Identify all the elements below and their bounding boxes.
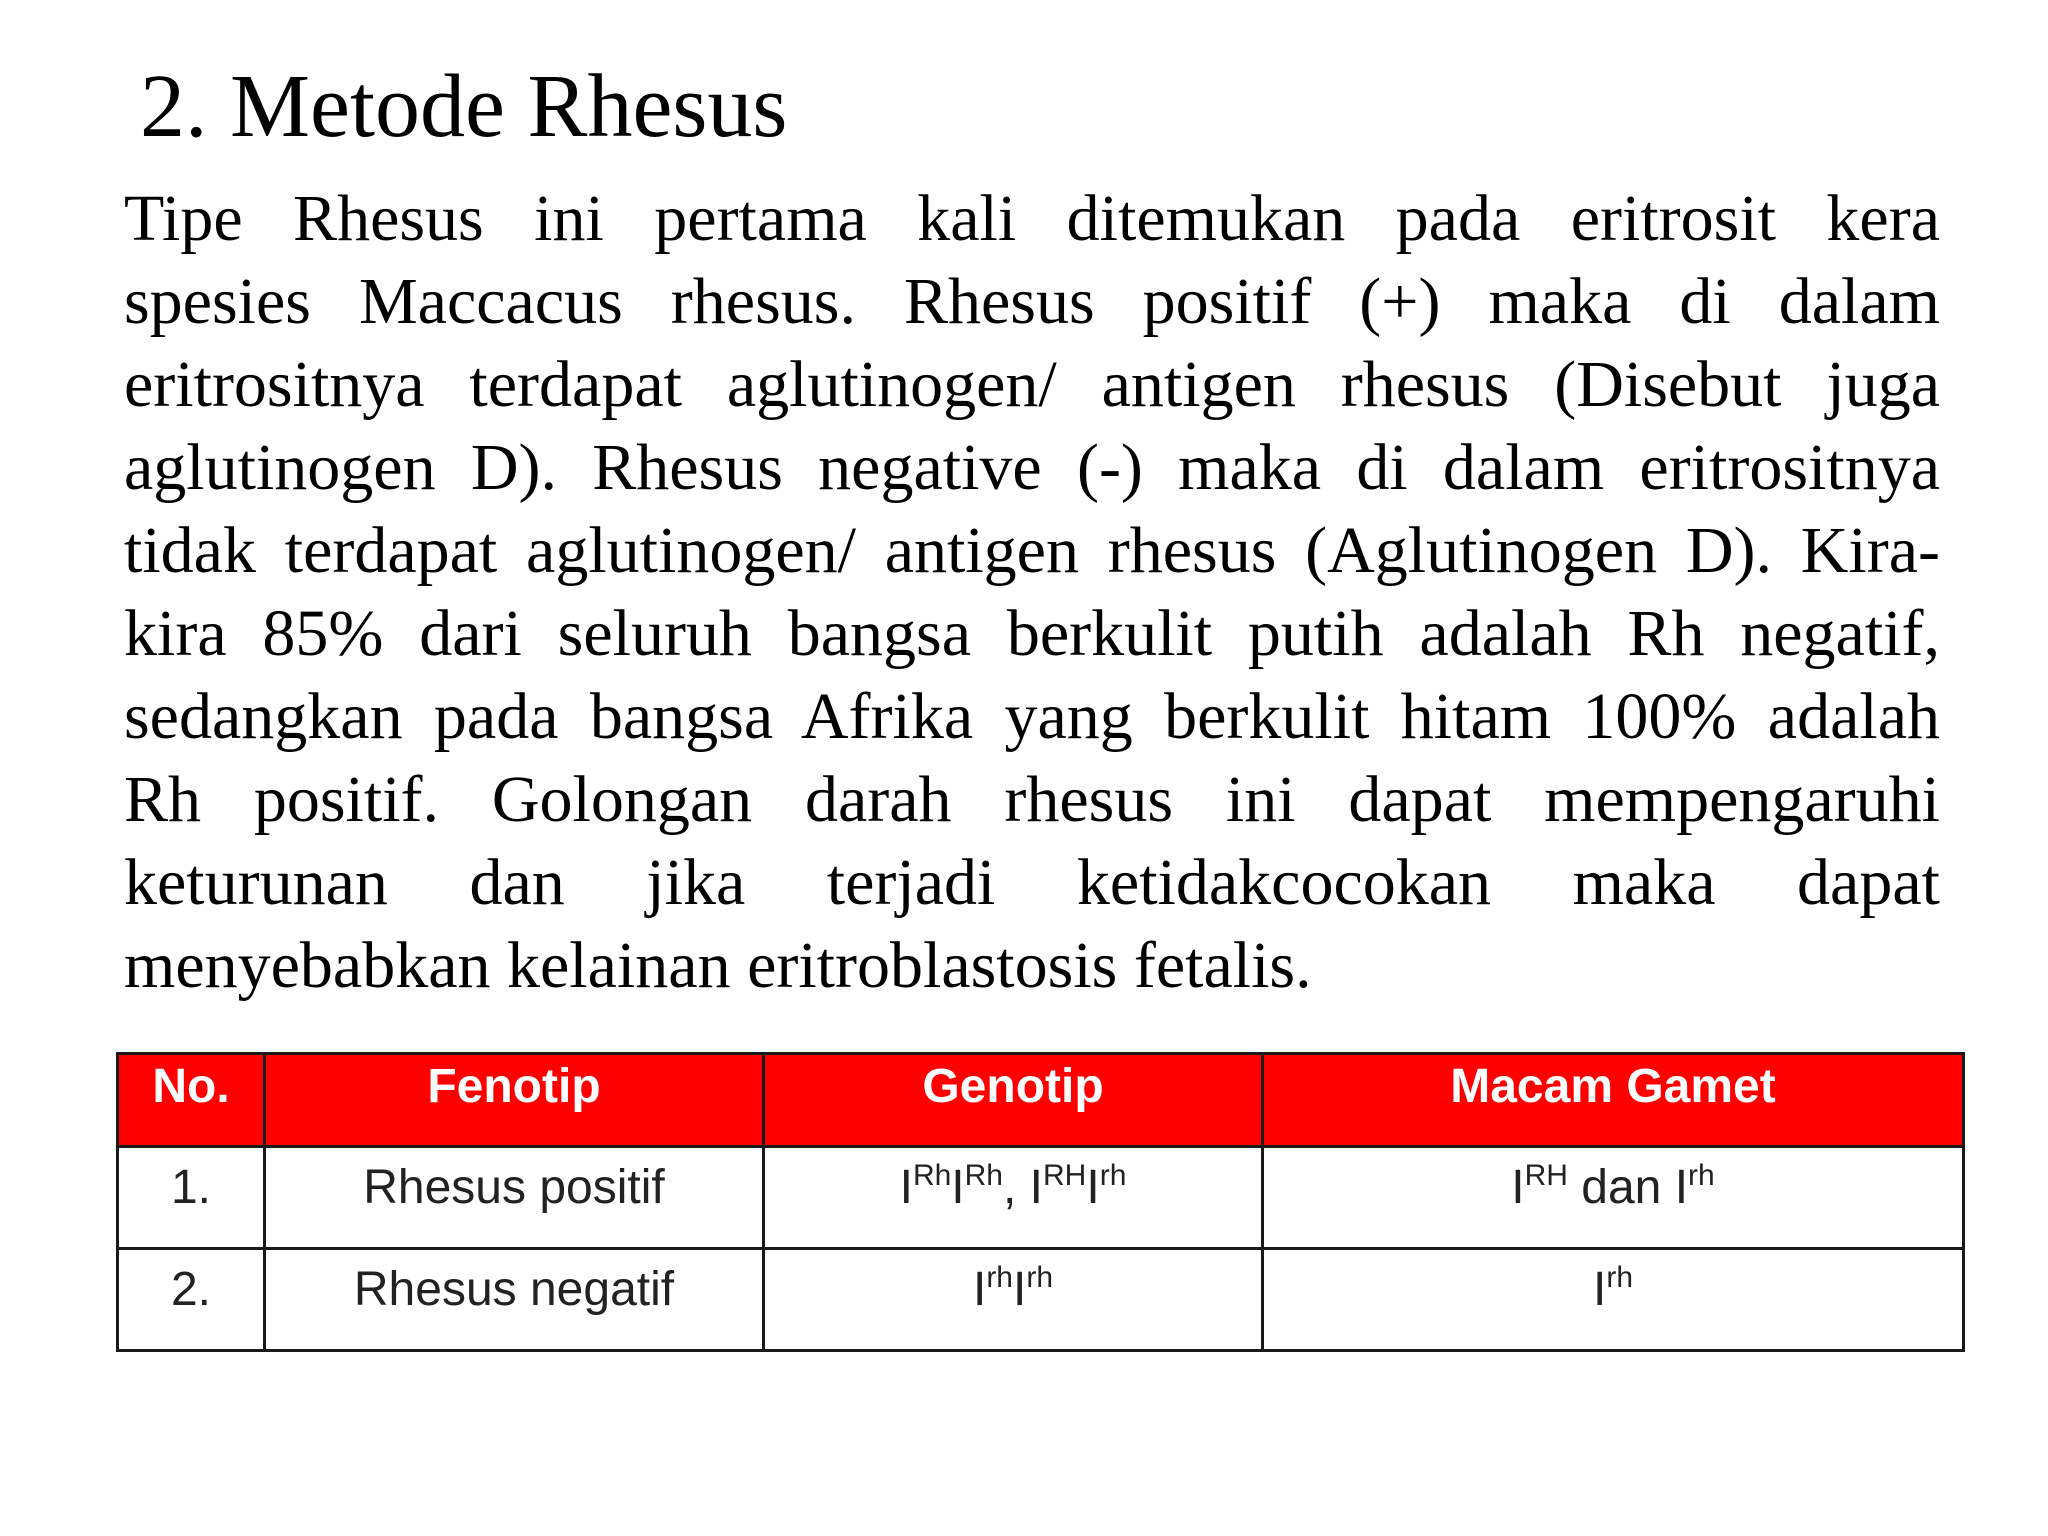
allele-sup: Rh <box>964 1159 1003 1192</box>
table-row <box>118 1249 1964 1351</box>
header-fenotip: Fenotip <box>265 1054 764 1147</box>
table-row <box>118 1147 1964 1249</box>
allele-sup: rh <box>1606 1261 1634 1294</box>
allele-base: I <box>1086 1161 1100 1214</box>
cell-no: 1. <box>118 1147 265 1249</box>
cell-genotip <box>764 1249 1263 1351</box>
allele-sup: rh <box>1026 1261 1054 1294</box>
allele-base: I <box>1013 1263 1027 1316</box>
cell-genotip <box>764 1147 1263 1249</box>
paragraph-line: eritrositnya terdapat aglutinogen/ antigen rhesus (Disebut juga <box>124 348 1940 421</box>
allele-sup: Rh <box>912 1159 952 1192</box>
header-macam-gamet: Macam Gamet <box>1263 1054 1964 1147</box>
allele-sup: rh <box>1099 1159 1127 1192</box>
paragraph-line: menyebabkan kelainan eritroblastosis fetalis. <box>124 929 1312 1002</box>
header-no: No. <box>118 1054 265 1147</box>
cell-gamet <box>1263 1147 1964 1249</box>
allele-sup: rh <box>986 1261 1013 1294</box>
cell-gamet <box>1263 1249 1964 1351</box>
cell-fenotip: Rhesus negatif <box>265 1249 764 1351</box>
allele-sup: RH <box>1524 1159 1568 1192</box>
gamet-conjunction: dan <box>1567 1161 1675 1214</box>
paragraph-line: sedangkan pada bangsa Afrika yang berkulit hitam 100% adalah <box>124 680 1940 753</box>
paragraph-line: aglutinogen D). Rhesus negative (-) maka di dalam eritrositnya <box>124 431 1940 504</box>
allele-sup: rh <box>1688 1159 1715 1192</box>
paragraph-line: Rh positif. Golongan darah rhesus ini dapat mempengaruhi <box>124 763 1940 836</box>
header-genotip: Genotip <box>764 1054 1263 1147</box>
paragraph-line: tidak terdapat aglutinogen/ antigen rhesus (Aglutinogen D). Kira- <box>124 514 1940 587</box>
allele-base: I <box>951 1161 965 1214</box>
paragraph-line: keturunan dan jika terjadi ketidakcocokan maka dapat <box>124 846 1940 919</box>
paragraph-line: spesies Maccacus rhesus. Rhesus positif (+) maka di dalam <box>124 265 1940 338</box>
genotype-separator: , <box>1003 1161 1030 1214</box>
table-header-row <box>118 1054 1964 1147</box>
allele-base: I <box>1592 1263 1607 1316</box>
allele-sup: RH <box>1043 1159 1087 1192</box>
allele-base: I <box>899 1161 913 1214</box>
allele-base: I <box>972 1263 987 1316</box>
slide-title: 2. Metode Rhesus <box>140 57 788 156</box>
body-paragraph <box>124 177 1940 1007</box>
paragraph-line: kira 85% dari seluruh bangsa berkulit putih adalah Rh negatif, <box>124 597 1940 670</box>
allele-base: I <box>1029 1161 1044 1214</box>
paragraph-line: Tipe Rhesus ini pertama kali ditemukan pada eritrosit kera <box>124 182 1940 255</box>
allele-base: I <box>1511 1161 1525 1214</box>
allele-base: I <box>1674 1161 1689 1214</box>
cell-no: 2. <box>118 1249 265 1351</box>
cell-fenotip: Rhesus positif <box>265 1147 764 1249</box>
rhesus-table <box>116 1052 1965 1352</box>
